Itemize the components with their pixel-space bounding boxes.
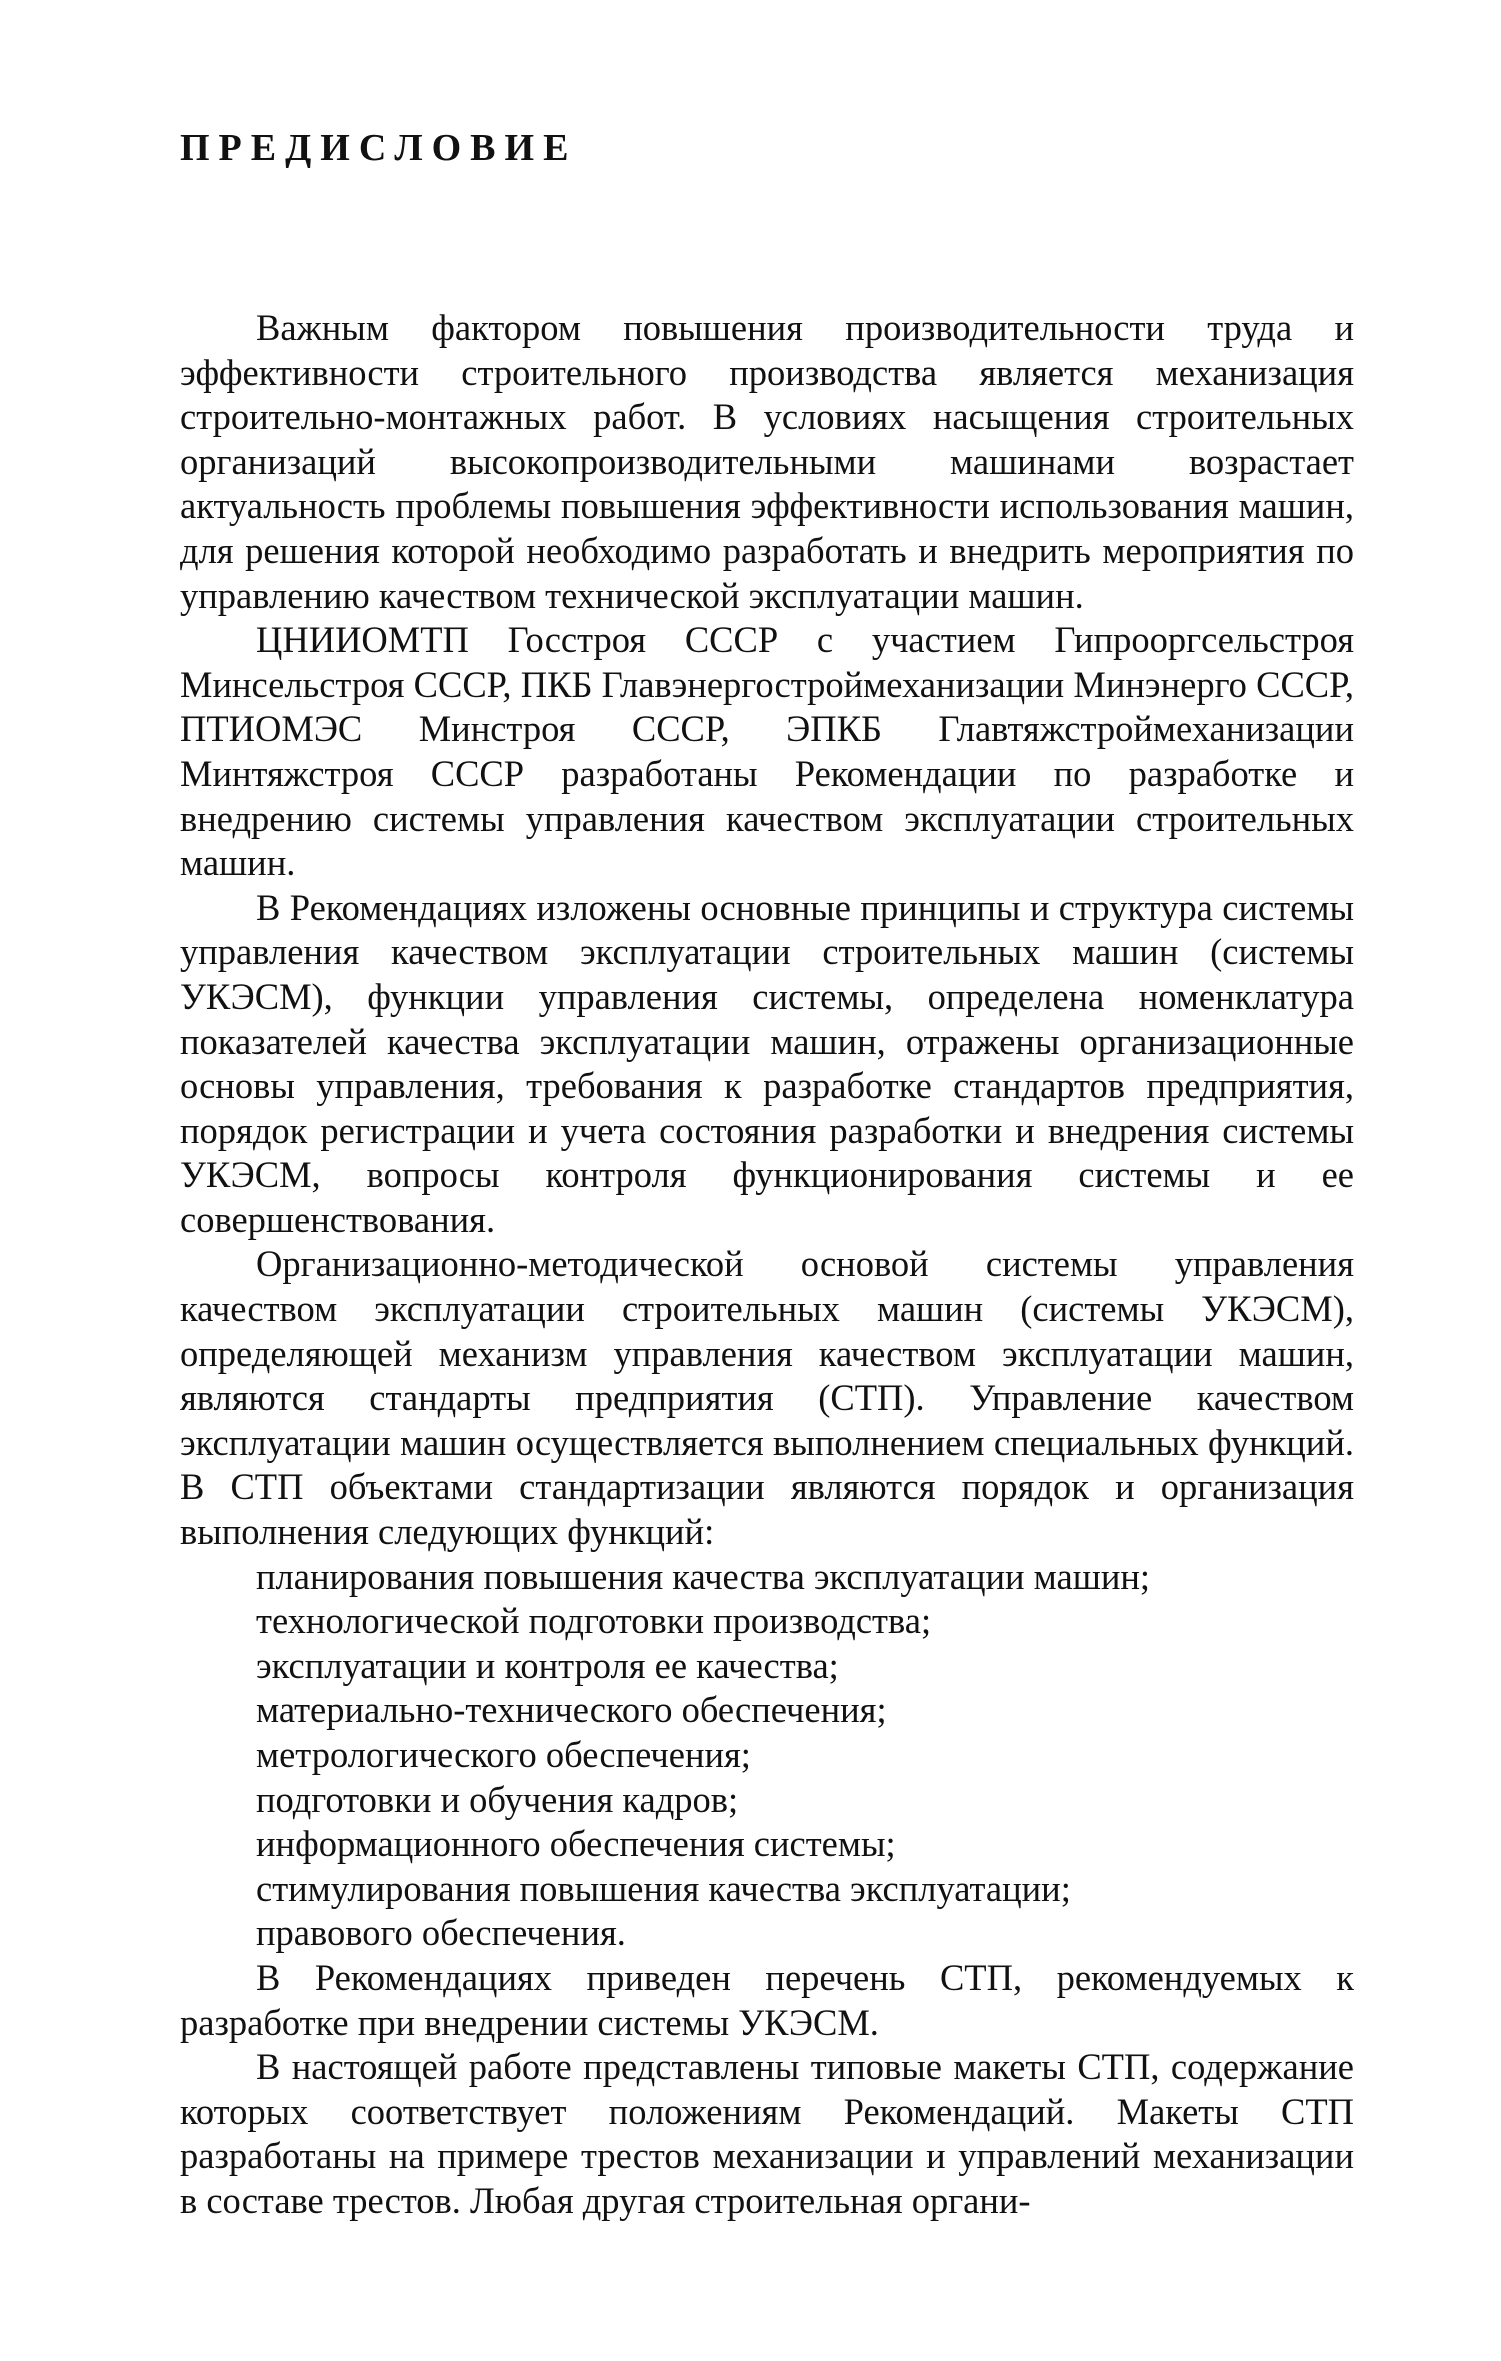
list-item: правового обеспечения. — [256, 1912, 626, 1954]
list-item: подготовки и обучения кадров; — [256, 1778, 739, 1820]
paragraph-developers: ЦНИИОМТП Госстроя СССР с участием Гипрооргсельстроя Минсельстроя СССР, ПКБ Главэнергостроймеханизации Минэнерго СССР, ПТИОМЭС Минстроя СССР, ЭПКБ Главтяжстроймеханизации Минтяжстроя СССР разработаны Рекомендации по разработке и внедрению системы управления качеством эксплуатации строительных машин. — [180, 619, 1354, 884]
paragraph-typical-layouts: В настоящей работе представлены типовые макеты СТП, содержание которых соответствует положениям Рекомендаций. Макеты СТП разработаны на примере трестов механизации и управлений механизации в составе трестов. Любая другая строительная органи- — [180, 2046, 1354, 2221]
list-item: технологической подготовки производства; — [256, 1600, 932, 1642]
list-item: стимулирования повышения качества эксплуатации; — [256, 1867, 1071, 1909]
list-item: материально-технического обеспечения; — [256, 1689, 887, 1731]
paragraph-stp-list: В Рекомендациях приведен перечень СТП, рекомендуемых к разработке при внедрении системы УКЭСМ. — [180, 1956, 1354, 2043]
paragraph-recommendations-contents: В Рекомендациях изложены основные принципы и структура системы управления качеством эксплуатации строительных машин (системы УКЭСМ), функции управления системы, определена номенклатура показателей качества эксплуатации машин, отражены организационные основы управления, требования к разработке стандартов предприятия, порядок регистрации и учета состояния разработки и внедрения системы УКЭСМ, вопросы контроля функционирования системы и ее совершенствования. — [180, 886, 1354, 1240]
list-item: планирования повышения качества эксплуатации машин; — [256, 1555, 1151, 1597]
functions-list — [180, 1555, 1354, 1956]
list-item: эксплуатации и контроля ее качества; — [256, 1644, 839, 1686]
paragraph-stp-basis: Организационно-методической основой системы управления качеством эксплуатации строительных машин (системы УКЭСМ), определяющей механизм управления качеством эксплуатации машин, являются стандарты предприятия (СТП). Управление качеством эксплуатации машин осуществляется выполнением специальных функций. В СТП объектами стандартизации являются порядок и организация выполнения следующих функций: — [180, 1243, 1354, 1553]
preface-body — [180, 306, 1354, 2224]
list-item: информационного обеспечения системы; — [256, 1823, 896, 1865]
page-title: ПРЕДИСЛОВИЕ — [180, 127, 578, 169]
paragraph-mechanization-importance: Важным фактором повышения производительности труда и эффективности строительного производства является механизация строительно-монтажных работ. В условиях насыщения строительных организаций высокопроизводительными машинами возрастает актуальность проблемы повышения эффективности использования машин, для решения которой необходимо разработать и внедрить мероприятия по управлению качеством технической эксплуатации машин. — [180, 307, 1354, 616]
list-item: метрологического обеспечения; — [256, 1734, 751, 1775]
